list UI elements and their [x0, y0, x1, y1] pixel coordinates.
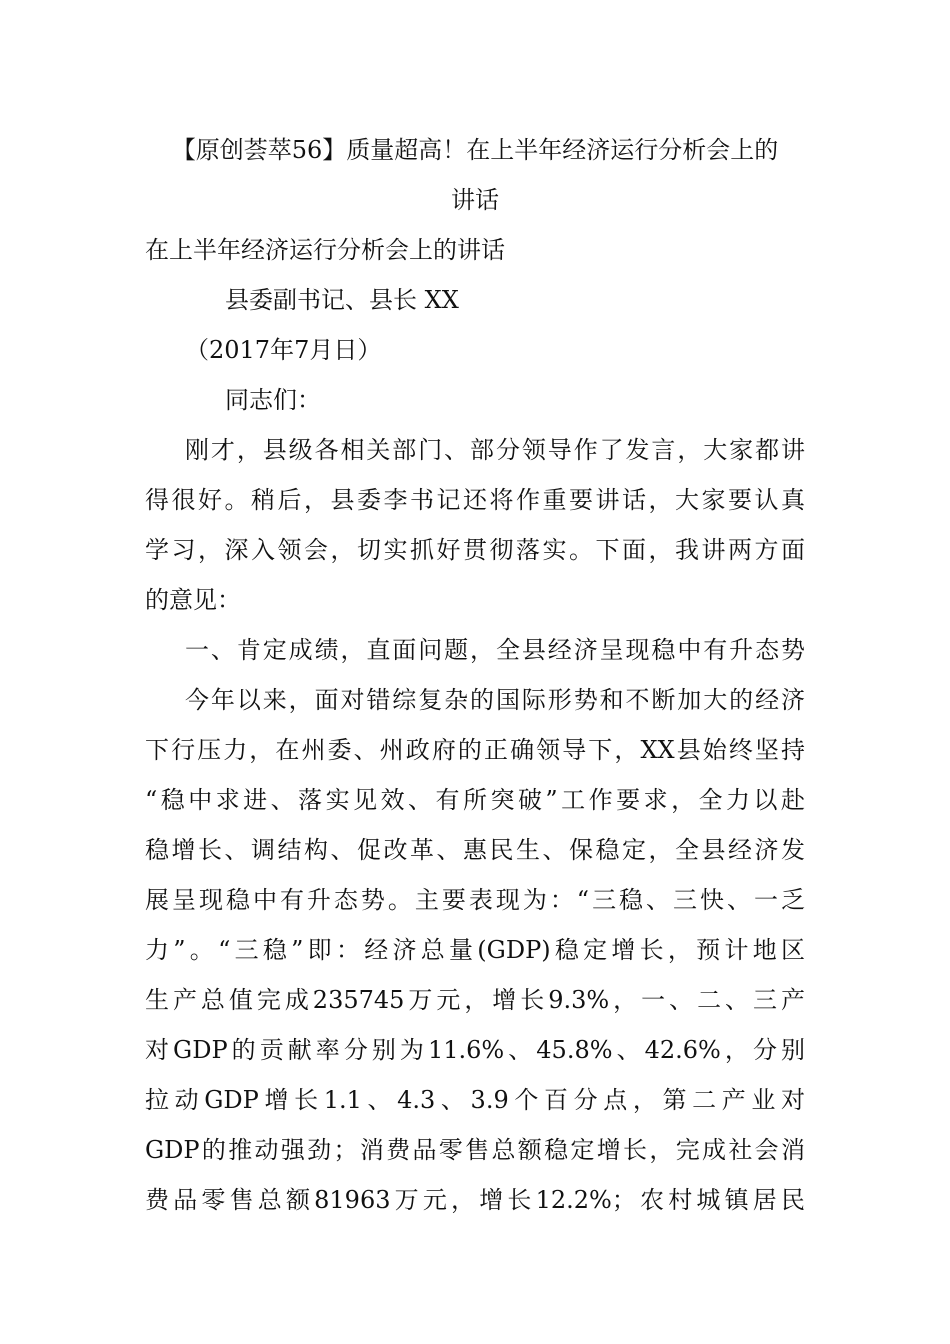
body-line: GDP的推动强劲；消费品零售总额稳定增长，完成社会消 [145, 1136, 805, 1164]
body-line: 拉动GDP增长1.1、4.3、3.9个百分点，第二产业对 [145, 1086, 805, 1114]
speech-subtitle: 在上半年经济运行分析会上的讲话 [145, 236, 505, 264]
body-line: 稳增长、调结构、促改革、惠民生、保稳定，全县经济发 [145, 836, 805, 864]
body-line: 的意见： [145, 586, 241, 614]
body-line: 下行压力，在州委、州政府的正确领导下，XX县始终坚持 [145, 736, 805, 764]
body-line: 展呈现稳中有升态势。主要表现为：“三稳、三快、一乏 [145, 886, 805, 914]
section-heading: 一、肯定成绩，直面问题，全县经济呈现稳中有升态势 [185, 636, 805, 664]
salutation: 同志们： [225, 386, 321, 414]
body-line: 今年以来，面对错综复杂的国际形势和不断加大的经济 [185, 686, 805, 714]
body-line: 刚才，县级各相关部门、部分领导作了发言，大家都讲 [185, 436, 805, 464]
body-line: 费品零售总额81963万元，增长12.2%；农村城镇居民 [145, 1186, 805, 1214]
body-line: “稳中求进、落实见效、有所突破”工作要求，全力以赴 [145, 786, 805, 814]
body-line: 力”。“三稳”即：经济总量(GDP)稳定增长，预计地区 [145, 936, 805, 964]
body-line: 生产总值完成235745万元，增长9.3%，一、二、三产 [145, 986, 805, 1014]
speech-date: （2017年7月日） [185, 336, 382, 364]
speaker-byline: 县委副书记、县长 XX [225, 286, 459, 314]
document-title-line-2: 讲话 [451, 186, 499, 214]
body-line: 学习，深入领会，切实抓好贯彻落实。下面，我讲两方面 [145, 536, 805, 564]
body-line: 得很好。稍后，县委李书记还将作重要讲话，大家要认真 [145, 486, 805, 514]
document-title-line-1: 【原创荟萃56】质量超高！在上半年经济运行分析会上的 [171, 136, 779, 164]
body-line: 对GDP的贡献率分别为11.6%、45.8%、42.6%，分别 [145, 1036, 805, 1064]
